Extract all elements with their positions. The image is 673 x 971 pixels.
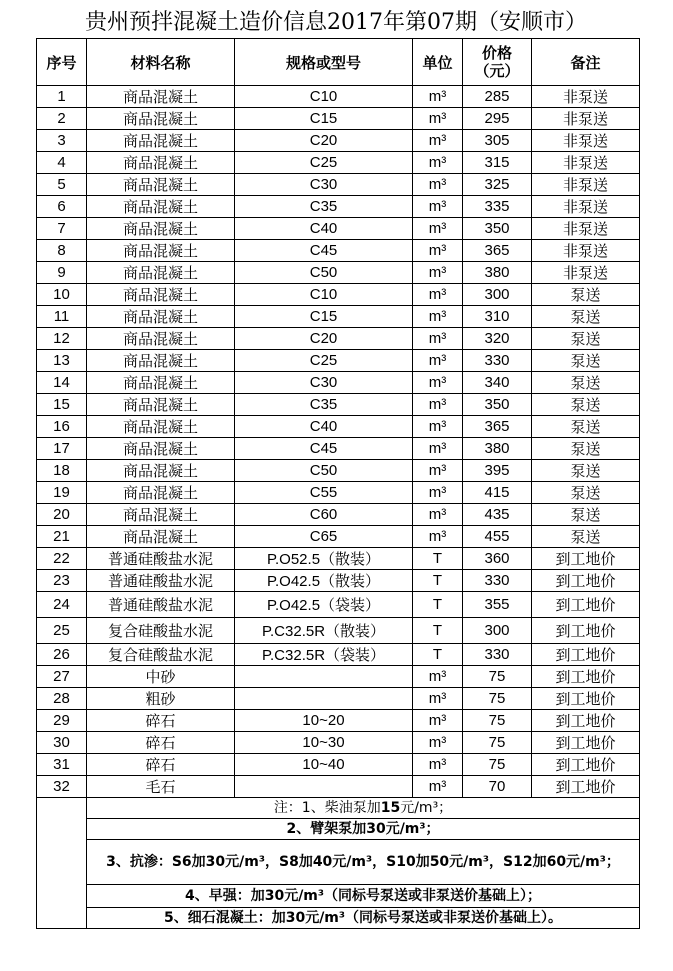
cell-spec: C30 — [235, 174, 413, 196]
table-row — [37, 306, 640, 328]
cell-price: 435 — [463, 504, 532, 526]
cell-name: 商品混凝土 — [87, 350, 235, 372]
cell-price: 415 — [463, 482, 532, 504]
cell-unit: m³ — [413, 416, 463, 438]
cell-spec: C20 — [235, 328, 413, 350]
cell-remark: 泵送 — [532, 504, 640, 526]
cell-spec — [235, 688, 413, 710]
cell-seq: 2 — [37, 108, 87, 130]
table-row — [37, 350, 640, 372]
cell-seq: 30 — [37, 732, 87, 754]
cell-remark: 到工地价 — [532, 548, 640, 570]
cell-seq: 32 — [37, 776, 87, 798]
cell-seq: 3 — [37, 130, 87, 152]
cell-seq: 7 — [37, 218, 87, 240]
table-row — [37, 482, 640, 504]
cell-unit: m³ — [413, 262, 463, 284]
cell-spec: C40 — [235, 218, 413, 240]
cell-unit: m³ — [413, 328, 463, 350]
table-row — [37, 174, 640, 196]
cell-seq: 6 — [37, 196, 87, 218]
cell-unit: m³ — [413, 754, 463, 776]
cell-seq: 10 — [37, 284, 87, 306]
cell-price: 360 — [463, 548, 532, 570]
cell-spec: C40 — [235, 416, 413, 438]
cell-name: 商品混凝土 — [87, 504, 235, 526]
note-1-amount: 15 — [380, 800, 401, 816]
cell-price: 75 — [463, 688, 532, 710]
cell-remark: 非泵送 — [532, 240, 640, 262]
cell-spec: C10 — [235, 284, 413, 306]
cell-seq: 12 — [37, 328, 87, 350]
cell-seq: 21 — [37, 526, 87, 548]
cell-seq: 27 — [37, 666, 87, 688]
cell-seq: 29 — [37, 710, 87, 732]
cell-price: 355 — [463, 592, 532, 618]
cell-spec: C50 — [235, 460, 413, 482]
cell-name: 碎石 — [87, 710, 235, 732]
cell-price: 330 — [463, 570, 532, 592]
cell-name: 商品混凝土 — [87, 174, 235, 196]
cell-unit: m³ — [413, 152, 463, 174]
cell-name: 复合硅酸盐水泥 — [87, 644, 235, 666]
note-left-blank — [37, 885, 87, 908]
cell-unit: m³ — [413, 284, 463, 306]
cell-remark: 泵送 — [532, 284, 640, 306]
cell-price: 295 — [463, 108, 532, 130]
cell-remark: 非泵送 — [532, 152, 640, 174]
cell-remark: 泵送 — [532, 438, 640, 460]
cell-name: 商品混凝土 — [87, 108, 235, 130]
table-row — [37, 284, 640, 306]
cell-spec: P.C32.5R（散装） — [235, 618, 413, 644]
table-row — [37, 666, 640, 688]
note-left-blank — [37, 798, 87, 819]
header-name: 材料名称 — [87, 39, 235, 86]
cell-price: 330 — [463, 644, 532, 666]
cell-spec: P.O42.5（袋装） — [235, 592, 413, 618]
cell-name: 商品混凝土 — [87, 328, 235, 350]
cell-price: 320 — [463, 328, 532, 350]
table-row — [37, 108, 640, 130]
cell-price: 310 — [463, 306, 532, 328]
table-row — [37, 548, 640, 570]
cell-seq: 28 — [37, 688, 87, 710]
cell-spec: C60 — [235, 504, 413, 526]
cell-spec — [235, 666, 413, 688]
cell-price: 395 — [463, 460, 532, 482]
cell-name: 商品混凝土 — [87, 218, 235, 240]
cell-name: 商品混凝土 — [87, 526, 235, 548]
header-seq: 序号 — [37, 39, 87, 86]
note-row — [37, 840, 640, 885]
cell-name: 普通硅酸盐水泥 — [87, 570, 235, 592]
table-row — [37, 460, 640, 482]
table-body — [37, 86, 640, 929]
table-row — [37, 372, 640, 394]
cell-unit: m³ — [413, 710, 463, 732]
table-row — [37, 710, 640, 732]
cell-unit: m³ — [413, 394, 463, 416]
cell-unit: m³ — [413, 438, 463, 460]
cell-price: 75 — [463, 754, 532, 776]
cell-seq: 24 — [37, 592, 87, 618]
cell-price: 350 — [463, 218, 532, 240]
cell-name: 碎石 — [87, 754, 235, 776]
table-row — [37, 592, 640, 618]
cell-name: 商品混凝土 — [87, 284, 235, 306]
table-row — [37, 130, 640, 152]
cell-remark: 非泵送 — [532, 262, 640, 284]
cell-name: 商品混凝土 — [87, 372, 235, 394]
cell-unit: m³ — [413, 108, 463, 130]
cell-unit: m³ — [413, 460, 463, 482]
cell-price: 340 — [463, 372, 532, 394]
cell-remark: 到工地价 — [532, 688, 640, 710]
cell-name: 碎石 — [87, 732, 235, 754]
cell-unit: m³ — [413, 666, 463, 688]
cell-spec: 10~20 — [235, 710, 413, 732]
cell-name: 商品混凝土 — [87, 416, 235, 438]
header-spec: 规格或型号 — [235, 39, 413, 86]
table-row — [37, 218, 640, 240]
cell-seq: 1 — [37, 86, 87, 108]
cell-remark: 泵送 — [532, 306, 640, 328]
cell-unit: m³ — [413, 504, 463, 526]
note-1 — [87, 798, 640, 819]
header-remark: 备注 — [532, 39, 640, 86]
cell-name: 普通硅酸盐水泥 — [87, 592, 235, 618]
cell-name: 普通硅酸盐水泥 — [87, 548, 235, 570]
cell-remark: 泵送 — [532, 526, 640, 548]
cell-unit: m³ — [413, 174, 463, 196]
note-row — [37, 819, 640, 840]
cell-remark: 到工地价 — [532, 570, 640, 592]
cell-spec: P.O42.5（散装） — [235, 570, 413, 592]
cell-unit: T — [413, 548, 463, 570]
table-row — [37, 416, 640, 438]
cell-price: 325 — [463, 174, 532, 196]
cell-remark: 到工地价 — [532, 618, 640, 644]
cell-price: 75 — [463, 732, 532, 754]
cell-spec: P.C32.5R（袋装） — [235, 644, 413, 666]
header-price — [463, 39, 532, 86]
cell-remark: 泵送 — [532, 482, 640, 504]
table-row — [37, 328, 640, 350]
cell-spec: C50 — [235, 262, 413, 284]
cell-remark: 非泵送 — [532, 218, 640, 240]
cell-spec: C35 — [235, 196, 413, 218]
header-price-line1: 价格 — [481, 44, 512, 62]
table-row — [37, 152, 640, 174]
table-row — [37, 618, 640, 644]
note-left-blank — [37, 840, 87, 885]
table-row — [37, 526, 640, 548]
cell-remark: 泵送 — [532, 460, 640, 482]
cell-spec: C20 — [235, 130, 413, 152]
table-row — [37, 732, 640, 754]
cell-remark: 到工地价 — [532, 776, 640, 798]
note-1-prefix: 注：1、柴油泵加 — [273, 800, 381, 816]
cell-remark: 非泵送 — [532, 130, 640, 152]
table-row — [37, 504, 640, 526]
cell-remark: 到工地价 — [532, 710, 640, 732]
cell-seq: 5 — [37, 174, 87, 196]
cell-seq: 26 — [37, 644, 87, 666]
table-row — [37, 570, 640, 592]
cell-spec: C65 — [235, 526, 413, 548]
table-row — [37, 240, 640, 262]
note-5: 5、细石混凝土：加30元/m³（同标号泵送或非泵送价基础上）。 — [87, 908, 640, 929]
cell-unit: m³ — [413, 130, 463, 152]
cell-seq: 14 — [37, 372, 87, 394]
cell-name: 商品混凝土 — [87, 394, 235, 416]
cell-seq: 8 — [37, 240, 87, 262]
cell-seq: 16 — [37, 416, 87, 438]
cell-price: 380 — [463, 438, 532, 460]
cell-seq: 13 — [37, 350, 87, 372]
cell-unit: m³ — [413, 86, 463, 108]
cell-unit: T — [413, 618, 463, 644]
cell-unit: m³ — [413, 526, 463, 548]
cell-price: 335 — [463, 196, 532, 218]
cell-unit: m³ — [413, 306, 463, 328]
cell-name: 粗砂 — [87, 688, 235, 710]
cell-remark: 泵送 — [532, 394, 640, 416]
cell-price: 75 — [463, 666, 532, 688]
cell-remark: 非泵送 — [532, 174, 640, 196]
cell-seq: 15 — [37, 394, 87, 416]
cell-remark: 泵送 — [532, 372, 640, 394]
cell-remark: 泵送 — [532, 328, 640, 350]
cell-spec: C55 — [235, 482, 413, 504]
cell-seq: 19 — [37, 482, 87, 504]
note-2: 2、臂架泵加30元/m³； — [87, 819, 640, 840]
table-row — [37, 644, 640, 666]
cell-spec: C35 — [235, 394, 413, 416]
cell-unit: m³ — [413, 732, 463, 754]
cell-remark: 到工地价 — [532, 666, 640, 688]
note-1-suffix: 元/m³； — [400, 800, 453, 816]
cell-price: 330 — [463, 350, 532, 372]
cell-seq: 31 — [37, 754, 87, 776]
cell-seq: 20 — [37, 504, 87, 526]
cell-seq: 18 — [37, 460, 87, 482]
cell-seq: 17 — [37, 438, 87, 460]
note-row — [37, 798, 640, 819]
cell-price: 70 — [463, 776, 532, 798]
price-table — [36, 38, 640, 929]
header-price-line2: （元） — [474, 62, 520, 80]
cell-spec: C15 — [235, 108, 413, 130]
cell-price: 75 — [463, 710, 532, 732]
cell-spec: C15 — [235, 306, 413, 328]
cell-unit: m³ — [413, 350, 463, 372]
cell-seq: 4 — [37, 152, 87, 174]
cell-name: 商品混凝土 — [87, 438, 235, 460]
cell-unit: m³ — [413, 372, 463, 394]
cell-seq: 25 — [37, 618, 87, 644]
cell-price: 380 — [463, 262, 532, 284]
cell-spec: 10~40 — [235, 754, 413, 776]
cell-remark: 到工地价 — [532, 732, 640, 754]
cell-seq: 22 — [37, 548, 87, 570]
cell-price: 350 — [463, 394, 532, 416]
note-4: 4、早强：加30元/m³（同标号泵送或非泵送价基础上）； — [87, 885, 640, 908]
header-row — [37, 39, 640, 86]
cell-spec: 10~30 — [235, 732, 413, 754]
cell-name: 毛石 — [87, 776, 235, 798]
cell-seq: 9 — [37, 262, 87, 284]
cell-name: 商品混凝土 — [87, 262, 235, 284]
cell-name: 商品混凝土 — [87, 240, 235, 262]
cell-name: 商品混凝土 — [87, 482, 235, 504]
cell-remark: 非泵送 — [532, 108, 640, 130]
cell-price: 285 — [463, 86, 532, 108]
cell-name: 商品混凝土 — [87, 152, 235, 174]
cell-price: 305 — [463, 130, 532, 152]
cell-remark: 到工地价 — [532, 592, 640, 618]
cell-remark: 到工地价 — [532, 644, 640, 666]
table-row — [37, 394, 640, 416]
table-row — [37, 262, 640, 284]
cell-price: 300 — [463, 284, 532, 306]
table-row — [37, 688, 640, 710]
note-row — [37, 908, 640, 929]
cell-price: 455 — [463, 526, 532, 548]
cell-remark: 非泵送 — [532, 86, 640, 108]
cell-remark: 泵送 — [532, 416, 640, 438]
cell-name: 商品混凝土 — [87, 196, 235, 218]
cell-price: 315 — [463, 152, 532, 174]
cell-seq: 11 — [37, 306, 87, 328]
cell-name: 商品混凝土 — [87, 460, 235, 482]
cell-spec: C10 — [235, 86, 413, 108]
cell-price: 365 — [463, 240, 532, 262]
cell-price: 300 — [463, 618, 532, 644]
table-row — [37, 438, 640, 460]
note-row — [37, 885, 640, 908]
cell-unit: T — [413, 592, 463, 618]
table-row — [37, 754, 640, 776]
cell-spec: C45 — [235, 438, 413, 460]
note-left-blank — [37, 819, 87, 840]
note-left-blank — [37, 908, 87, 929]
cell-spec: P.O52.5（散装） — [235, 548, 413, 570]
cell-name: 商品混凝土 — [87, 130, 235, 152]
table-row — [37, 86, 640, 108]
cell-remark: 非泵送 — [532, 196, 640, 218]
table-row — [37, 196, 640, 218]
cell-spec: C25 — [235, 152, 413, 174]
cell-seq: 23 — [37, 570, 87, 592]
cell-unit: m³ — [413, 240, 463, 262]
table-row — [37, 776, 640, 798]
cell-unit: T — [413, 644, 463, 666]
cell-name: 商品混凝土 — [87, 306, 235, 328]
cell-remark: 到工地价 — [532, 754, 640, 776]
cell-name: 中砂 — [87, 666, 235, 688]
cell-spec: C45 — [235, 240, 413, 262]
cell-price: 365 — [463, 416, 532, 438]
cell-spec: C25 — [235, 350, 413, 372]
cell-unit: m³ — [413, 196, 463, 218]
cell-unit: m³ — [413, 482, 463, 504]
page-title: 贵州预拌混凝土造价信息2017年第07期（安顺市） — [85, 10, 587, 35]
cell-remark: 泵送 — [532, 350, 640, 372]
cell-unit: m³ — [413, 776, 463, 798]
cell-unit: m³ — [413, 688, 463, 710]
cell-name: 商品混凝土 — [87, 86, 235, 108]
cell-name: 复合硅酸盐水泥 — [87, 618, 235, 644]
header-unit: 单位 — [413, 39, 463, 86]
cell-spec: C30 — [235, 372, 413, 394]
cell-spec — [235, 776, 413, 798]
note-3: 3、抗渗：S6加30元/m³，S8加40元/m³，S10加50元/m³，S12加60元/m³； — [87, 840, 640, 885]
cell-unit: T — [413, 570, 463, 592]
cell-unit: m³ — [413, 218, 463, 240]
